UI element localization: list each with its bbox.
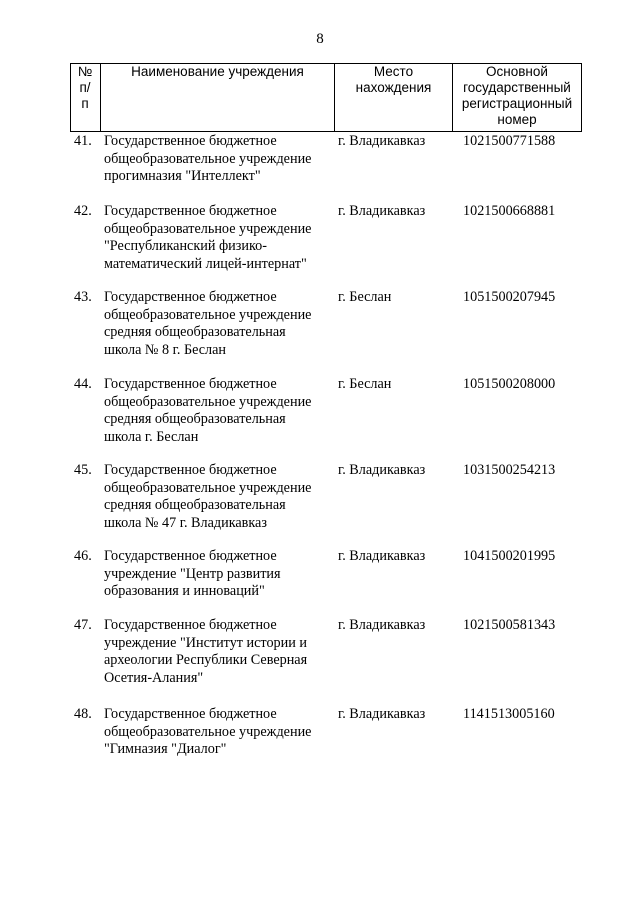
header-number-line: п/ — [79, 80, 91, 95]
institution-location: г. Владикавказ — [338, 548, 426, 564]
registration-number: 1051500208000 — [463, 376, 556, 392]
institution-name-line: общеобразовательное учреждение — [104, 150, 312, 167]
registration-number: 1141513005160 — [463, 706, 555, 722]
institution-name-line: Государственное бюджетное — [104, 617, 277, 633]
registration-number: 1021500771588 — [463, 133, 556, 149]
institution-name-line: школа № 47 г. Владикавказ — [104, 514, 267, 531]
header-name-line: Наименование учреждения — [131, 64, 304, 79]
institution-name — [104, 617, 339, 687]
institution-name-line: общеобразовательное учреждение — [104, 393, 312, 410]
institution-location: г. Владикавказ — [338, 462, 426, 478]
institution-name-line: учреждение "Институт истории и — [104, 634, 307, 651]
header-number — [70, 64, 100, 112]
institution-name-line: учреждение "Центр развития — [104, 565, 281, 582]
institution-name-line: археологии Республики Северная — [104, 652, 308, 668]
institution-name — [104, 376, 339, 446]
institution-location: г. Беслан — [338, 289, 392, 305]
institution-name-line: общеобразовательное учреждение — [104, 723, 312, 740]
institution-name-line: средняя общеобразовательная — [104, 324, 286, 340]
institution-name — [104, 706, 339, 759]
institution-name-line: средняя общеобразовательная — [104, 497, 286, 513]
institution-name-line: Государственное бюджетное — [104, 203, 277, 219]
institution-name-line: общеобразовательное учреждение — [104, 306, 312, 323]
column-divider — [581, 63, 582, 132]
header-registration-number — [453, 64, 581, 128]
institution-name-line: "Гимназия "Диалог" — [104, 741, 227, 757]
header-number-line: п — [81, 96, 89, 111]
institution-name-line: школа № 8 г. Беслан — [104, 341, 227, 358]
row-number: 45. — [74, 462, 92, 478]
header-place — [335, 64, 452, 96]
header-place-line: нахождения — [355, 80, 432, 95]
institution-name — [104, 203, 339, 273]
institution-location: г. Беслан — [338, 376, 392, 392]
institution-name-line: Государственное бюджетное — [104, 462, 277, 478]
table-header-bottom-border — [70, 131, 581, 132]
row-number: 43. — [74, 289, 92, 305]
institution-name-line: Осетия-Алания" — [104, 669, 204, 686]
institution-name — [104, 548, 339, 601]
institution-name-line: образования и инноваций" — [104, 583, 265, 599]
header-place-line: Место — [373, 64, 414, 79]
institution-name — [104, 289, 339, 359]
header-reg-line: государственный — [463, 80, 571, 95]
registration-number: 1041500201995 — [463, 548, 556, 564]
institution-name-line: Государственное бюджетное — [104, 289, 277, 305]
institution-location: г. Владикавказ — [338, 133, 426, 149]
header-reg-line: Основной — [486, 64, 548, 79]
institution-location: г. Владикавказ — [338, 203, 426, 219]
institution-name-line: школа г. Беслан — [104, 428, 199, 445]
institution-name-line: общеобразовательное учреждение — [104, 479, 312, 496]
header-reg-line: регистрационный — [461, 96, 573, 111]
institution-name-line: Государственное бюджетное — [104, 548, 277, 564]
registration-number: 1021500668881 — [463, 203, 556, 219]
row-number: 44. — [74, 376, 92, 392]
registration-number: 1021500581343 — [463, 617, 556, 633]
institution-location: г. Владикавказ — [338, 617, 426, 633]
row-number: 47. — [74, 617, 92, 633]
institution-name — [104, 462, 339, 532]
header-name — [101, 64, 334, 80]
institution-name-line: прогимназия "Интеллект" — [104, 168, 261, 184]
institution-name — [104, 133, 339, 186]
institution-name-line: Государственное бюджетное — [104, 706, 277, 722]
institution-name-line: "Республиканский физико- — [104, 238, 267, 254]
page-number: 8 — [316, 31, 324, 47]
row-number: 46. — [74, 548, 92, 564]
row-number: 48. — [74, 706, 92, 722]
registration-number: 1031500254213 — [463, 462, 556, 478]
institution-name-line: средняя общеобразовательная — [104, 411, 286, 427]
institution-name-line: общеобразовательное учреждение — [104, 220, 312, 237]
header-number-line: № — [77, 64, 93, 79]
institution-name-line: Государственное бюджетное — [104, 376, 277, 392]
institution-name-line: Государственное бюджетное — [104, 133, 277, 149]
institution-location: г. Владикавказ — [338, 706, 426, 722]
registration-number: 1051500207945 — [463, 289, 556, 305]
row-number: 41. — [74, 133, 92, 149]
row-number: 42. — [74, 203, 92, 219]
header-reg-line: номер — [497, 112, 537, 127]
institution-name-line: математический лицей-интернат" — [104, 255, 307, 272]
